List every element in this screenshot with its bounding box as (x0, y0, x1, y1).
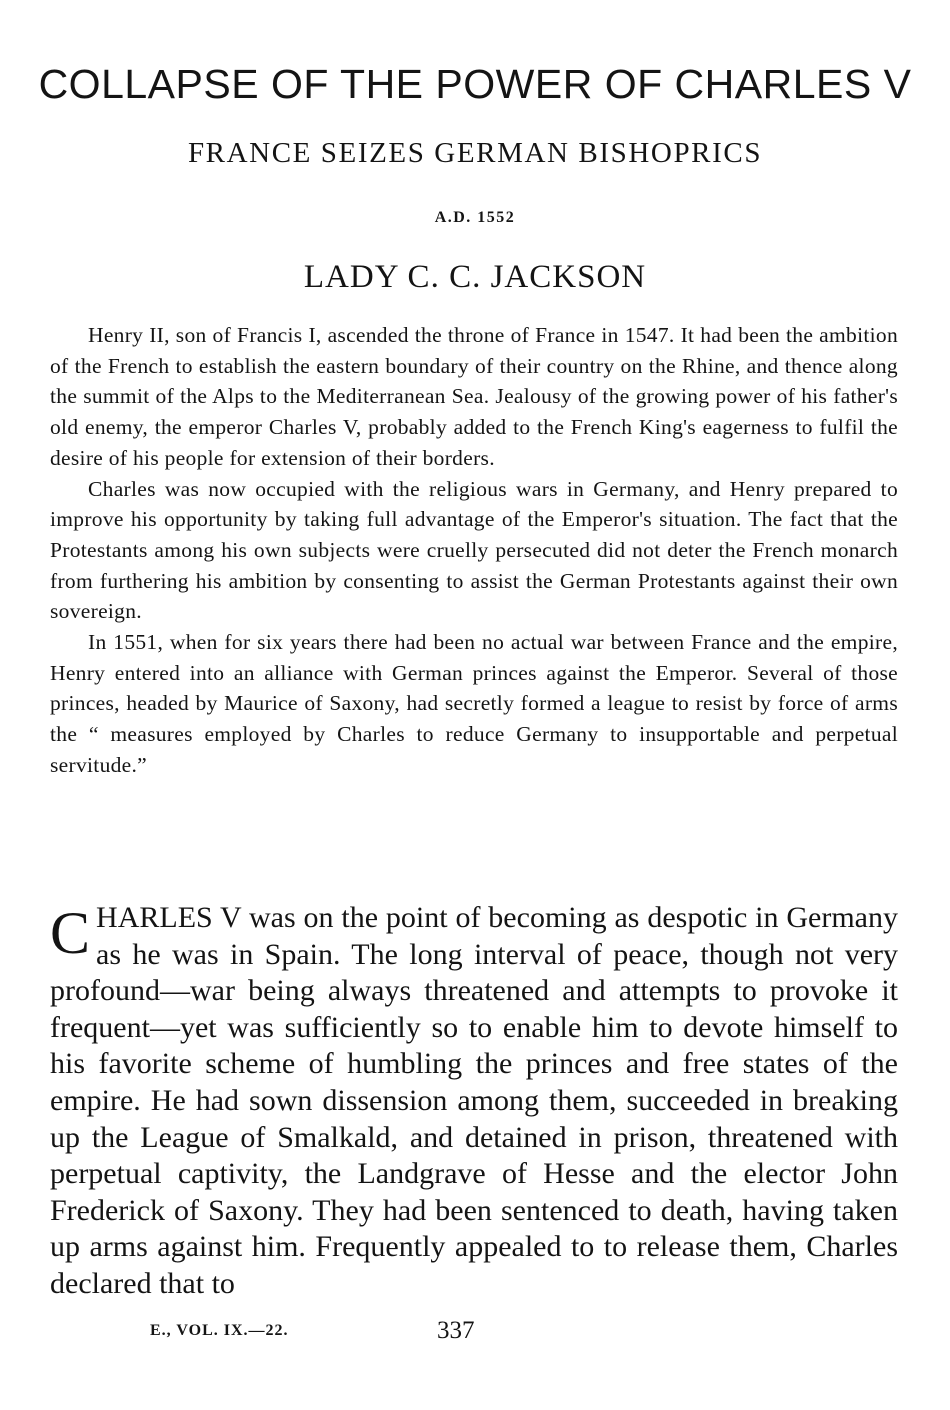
volume-reference: E., VOL. IX.—22. (150, 1322, 289, 1339)
main-paragraph-text: HARLES V was on the point of becoming as despotic in Germany as he was in Spain. The long interval of peace, though not very profound—war being always threatened and attempts to provoke it frequent—yet was sufficiently so to enable him to devote himself to his favorite scheme of humbling the princes and free states of the empire. He had sown dissension among them, succeeded in breaking up the League of Smalkald, and detained in prison, threatened with perpetual captivity, the Landgrave of Hesse and the elector John Frederick of Saxony. They had been sentenced to death, having taken up arms against him. Frequently appealed to to release them, Charles declared that to (50, 901, 898, 1300)
intro-paragraph: Charles was now occupied with the religious wars in Germany, and Henry prepared to improve his opportunity by taking full advantage of the Emperor's situation. The fact that the Protestants among his own subjects were cruelly persecuted did not deter the French monarch from furthering his ambition by consenting to assist the German Protestants against their own sovereign. (50, 476, 898, 624)
intro-section (50, 320, 898, 781)
main-paragraph (50, 900, 898, 1303)
author-name: LADY C. C. JACKSON (303, 259, 647, 295)
page-title: COLLAPSE OF THE POWER OF CHARLES V (38, 61, 912, 107)
page-number: 337 (437, 1317, 475, 1344)
intro-paragraph: Henry II, son of Francis I, ascended the throne of France in 1547. It had been the ambition of the French to establish the eastern boundary of their country on the Rhine, and thence along the summit of the Alps to the Mediterranean Sea. Jealousy of the growing power of his father's old enemy, the emperor Charles V, probably added to the French King's eagerness to fulfil the desire of his people for extension of their borders. (50, 323, 898, 470)
drop-cap: C (50, 900, 91, 966)
page-subtitle: FRANCE SEIZES GERMAN BISHOPRICS (187, 137, 763, 169)
intro-paragraph: In 1551, when for six years there had been no actual war between France and the empire, Henry entered into an alliance with German princes against the Emperor. Several of those princes, headed by Maurice of Saxony, had secretly formed a league to resist by force of arms the “ measures employed by Charles to reduce Germany to insupportable and perpetual servitude.” (50, 630, 898, 777)
main-text (50, 900, 898, 1303)
date-line: A.D. 1552 (434, 209, 516, 226)
